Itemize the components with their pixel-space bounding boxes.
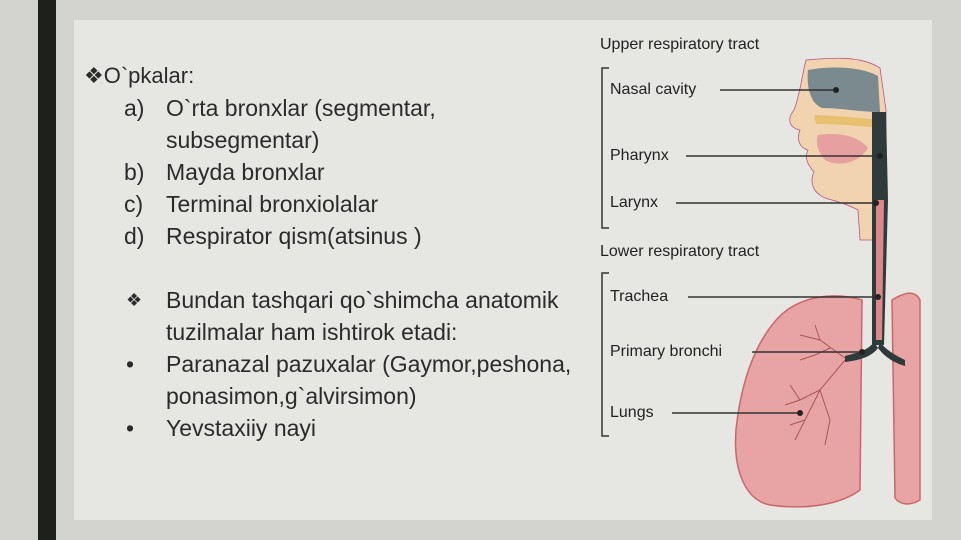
label-pharynx: Pharynx	[610, 147, 669, 164]
sub-bullet-text: ponasimon,g`alvirsimon)	[166, 383, 417, 409]
lower-tract-title: Lower respiratory tract	[600, 243, 760, 260]
list-label: a)	[124, 95, 145, 121]
extra-text: tuzilmalar ham ishtirok etadi:	[166, 319, 458, 345]
list-text: Respirator qism(atsinus )	[166, 223, 422, 249]
list-text: subsegmentar)	[166, 127, 320, 153]
sub-bullet-text: Paranazal pazuxalar (Gaymor,peshona,	[166, 351, 572, 377]
label-primary-bronchi: Primary bronchi	[610, 343, 723, 360]
list-text: Terminal bronxiolalar	[166, 191, 379, 217]
label-trachea: Trachea	[610, 288, 669, 305]
list-label: d)	[124, 223, 145, 249]
label-lungs: Lungs	[610, 404, 654, 421]
lower-bracket	[602, 273, 609, 436]
left-lung	[736, 296, 862, 507]
upper-bracket	[602, 68, 609, 228]
label-larynx: Larynx	[610, 194, 659, 211]
right-lung	[892, 293, 920, 504]
label-nasal-cavity: Nasal cavity	[610, 81, 697, 98]
bullet-icon: •	[126, 351, 135, 377]
upper-tract-title: Upper respiratory tract	[600, 36, 760, 53]
list-text: Mayda bronxlar	[166, 159, 325, 185]
sub-bullet-text: Yevstaxiiy nayi	[166, 415, 317, 441]
list-label: b)	[124, 159, 145, 185]
diamond-bullet-icon: ❖	[126, 290, 143, 310]
extra-text: Bundan tashqari qo`shimcha anatomik	[166, 287, 559, 313]
list-text: O`rta bronxlar (segmentar,	[166, 95, 436, 121]
list-label: c)	[124, 191, 144, 217]
slide-heading: ❖O`pkalar:	[84, 63, 195, 88]
bullet-icon: •	[126, 415, 135, 441]
